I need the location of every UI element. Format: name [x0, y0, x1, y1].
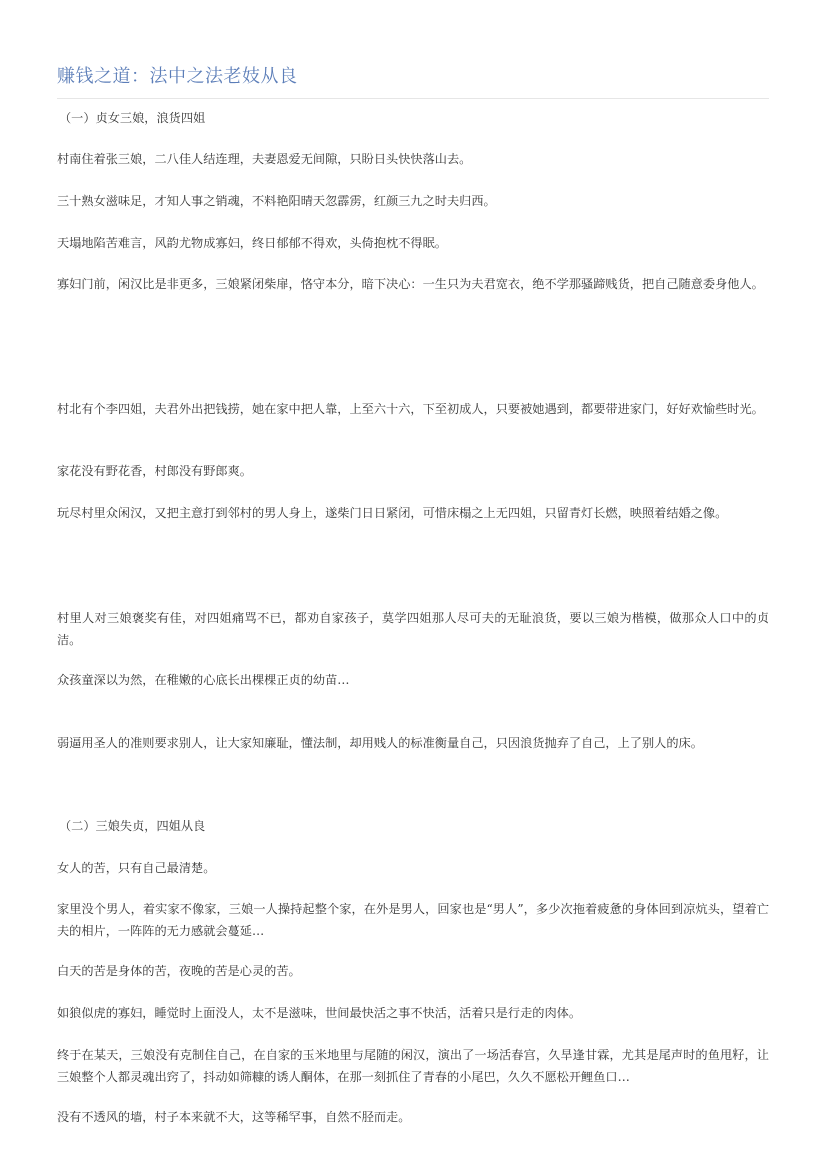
paragraph: 白天的苦是身体的苦，夜晚的苦是心灵的苦。: [57, 964, 301, 978]
paragraph: 家花没有野花香，村郎没有野郎爽。: [57, 464, 252, 478]
paragraph: 如狼似虎的寡妇，睡觉时上面没人，太不是滋味，世间最快活之事不快活，活着只是行走的肉体。: [57, 1006, 582, 1020]
paragraph: 众孩童深以为然，在稚嫩的心底长出棵棵正贞的幼苗…: [57, 673, 350, 687]
paragraph: 家里没个男人，着实家不像家，三娘一人操持起整个家，在外是男人，回家也是“男人”，多少次拖着疲惫的身体回到凉炕头，望着亡夫的相片，一阵阵的无力感就会蔓延…: [57, 902, 769, 938]
paragraph: 玩尽村里众闲汉，又把主意打到邻村的男人身上，遂柴门日日紧闭，可惜床榻之上无四姐，只留青灯长燃，映照着结婚之像。: [57, 506, 728, 520]
paragraph: 村南住着张三娘，二八佳人结连理，夫妻恩爱无间隙，只盼日头快快落山去。: [57, 152, 472, 166]
section-heading-1: （一）贞女三娘，浪货四姐: [59, 111, 206, 125]
paragraph: 天塌地陷苦难言，风韵尤物成寡妇，终日郁郁不得欢，头倚抱枕不得眠。: [57, 236, 447, 250]
section-heading-2: （二）三娘失贞，四姐从良: [59, 819, 206, 833]
paragraph: 村里人对三娘褒奖有佳，对四姐痛骂不已，都劝自家孩子，莫学四姐那人尽可夫的无耻浪货，要以三娘为楷模，做那众人口中的贞洁。: [57, 611, 769, 647]
title-divider: [57, 98, 769, 99]
article-title: 赚钱之道：法中之法老妓从良: [57, 66, 298, 87]
paragraph: 村北有个李四姐，夫君外出把钱捞，她在家中把人靠，上至六十六，下至初成人，只要被她遇到，都要带进家门，好好欢愉些时光。: [57, 402, 764, 416]
paragraph: 终于在某天，三娘没有克制住自己，在自家的玉米地里与尾随的闲汉，演出了一场活春宫，久旱逢甘霖，尤其是尾声时的鱼甩籽，让三娘整个人都灵魂出窍了，抖动如筛糠的诱人酮体，在那一刻抓住了青春的小尾巴，久久不愿松开鲤鱼口…: [57, 1048, 769, 1084]
paragraph: 女人的苦，只有自己最清楚。: [57, 861, 216, 875]
paragraph: 弱逼用圣人的准则要求别人，让大家知廉耻，懂法制，却用贱人的标准衡量自己，只因浪货抛弃了自己，上了别人的床。: [57, 736, 703, 750]
paragraph: 寡妇门前，闲汉比是非更多，三娘紧闭柴扉，恪守本分，暗下决心：一生只为夫君宽衣，绝不学那骚蹄贱货，把自己随意委身他人。: [57, 277, 764, 291]
paragraph: 三十熟女滋味足，才知人事之销魂，不料艳阳晴天忽霹雳，红颜三九之时夫归西。: [57, 194, 496, 208]
paragraph: 没有不透风的墙，村子本来就不大，这等稀罕事，自然不胫而走。: [57, 1110, 411, 1124]
